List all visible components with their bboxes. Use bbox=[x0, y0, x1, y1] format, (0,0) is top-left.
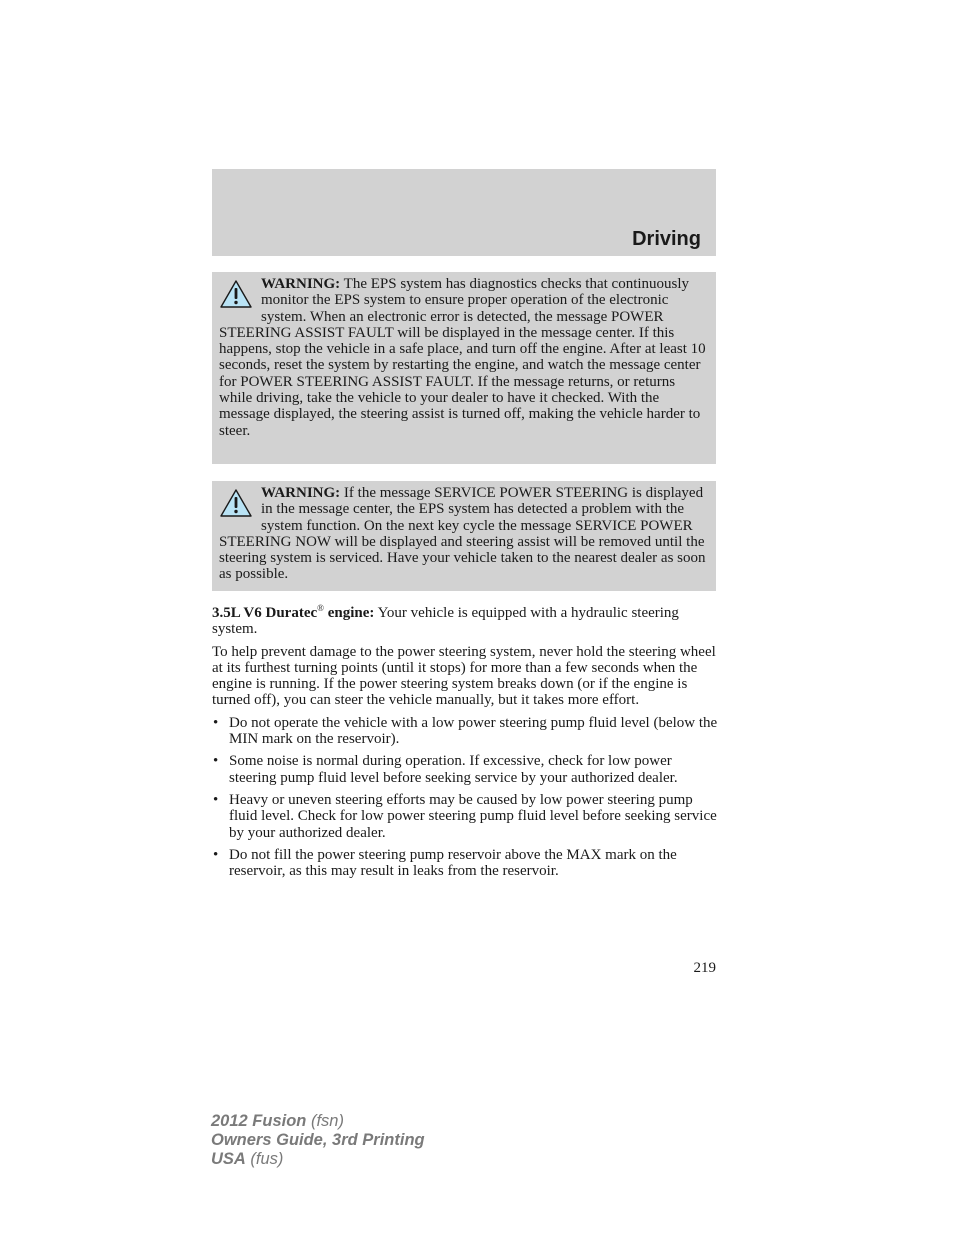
engine-section bbox=[212, 605, 718, 885]
page-number: 219 bbox=[693, 960, 716, 976]
warning-label: WARNING: bbox=[261, 485, 341, 501]
section-title: Driving bbox=[632, 228, 701, 250]
warning-box-service-power-steering bbox=[212, 481, 716, 591]
footer-model-code: (fsn) bbox=[306, 1112, 344, 1130]
warning-text: The EPS system has diagnostics checks that continuously monitor the EPS system to ensure proper operation of the electronic system. When an electronic error is detected, the message POWER STEERING ASSIST FAULT will be displayed in the message center. If this happens, stop the vehicle in a safe place, and turn off the engine. After at least 10 seconds, reset the system by restarting the engine, and watch the message center for POWER STEERING ASSIST FAULT. If the message returns, or returns while driving, take the vehicle to your dealer to have it checked. With the message displayed, the steering assist is turned off, making the vehicle harder to steer. bbox=[219, 276, 706, 439]
engine-lead-heading-suffix: engine: bbox=[323, 605, 375, 621]
power-steering-bullet-list bbox=[212, 715, 718, 880]
warning-box-eps-diagnostics bbox=[212, 272, 716, 464]
engine-lead-paragraph bbox=[212, 605, 718, 638]
footer-model-name: 2012 Fusion bbox=[211, 1112, 307, 1130]
warning-triangle-icon bbox=[219, 279, 253, 309]
footer-line-model bbox=[211, 1112, 425, 1131]
engine-lead-text: Your vehicle is equipped with a hydraulic steering system. bbox=[212, 605, 679, 638]
footer-line-guide bbox=[211, 1131, 425, 1150]
footer-guide-name: Owners Guide, 3rd Printing bbox=[211, 1131, 425, 1149]
list-item: • Some noise is normal during operation. If excessive, check for low power steering pump fluid level before seeking service by your authorized dealer. bbox=[212, 753, 718, 786]
footer-region: USA bbox=[211, 1150, 246, 1168]
warning-text: If the message SERVICE POWER STEERING is displayed in the message center, the EPS system has detected a problem with the system function. On the next key cycle the message SERVICE POWER STEERING NOW will be displayed and steering assist will be removed until the steering system is serviced. Have your vehicle taken to the nearest dealer as soon as possible. bbox=[219, 485, 706, 583]
list-item: • Do not operate the vehicle with a low power steering pump fluid level (below the MIN mark on the reservoir). bbox=[212, 715, 718, 748]
power-steering-paragraph: To help prevent damage to the power steering system, never hold the steering wheel at its furthest turning points (until it stops) for more than a few seconds when the engine is running. If the power steering system breaks down (or if the engine is turned off), you can steer the vehicle manually, but it takes more effort. bbox=[212, 643, 716, 709]
list-item: • Heavy or uneven steering efforts may be caused by low power steering pump fluid level. Check for low power steering pump fluid level before seeking service by your authorized dealer. bbox=[212, 792, 718, 841]
registered-mark: ® bbox=[317, 603, 324, 613]
list-item: • Do not fill the power steering pump reservoir above the MAX mark on the reservoir, as this may result in leaks from the reservoir. bbox=[212, 847, 718, 880]
warning-triangle-icon bbox=[219, 488, 253, 518]
section-header-band bbox=[212, 169, 716, 256]
engine-lead-heading: 3.5L V6 Duratec bbox=[212, 605, 318, 621]
footer-line-region bbox=[211, 1150, 425, 1169]
document-footer bbox=[211, 1112, 425, 1169]
footer-region-code: (fus) bbox=[245, 1150, 284, 1168]
warning-label: WARNING: bbox=[261, 276, 341, 292]
